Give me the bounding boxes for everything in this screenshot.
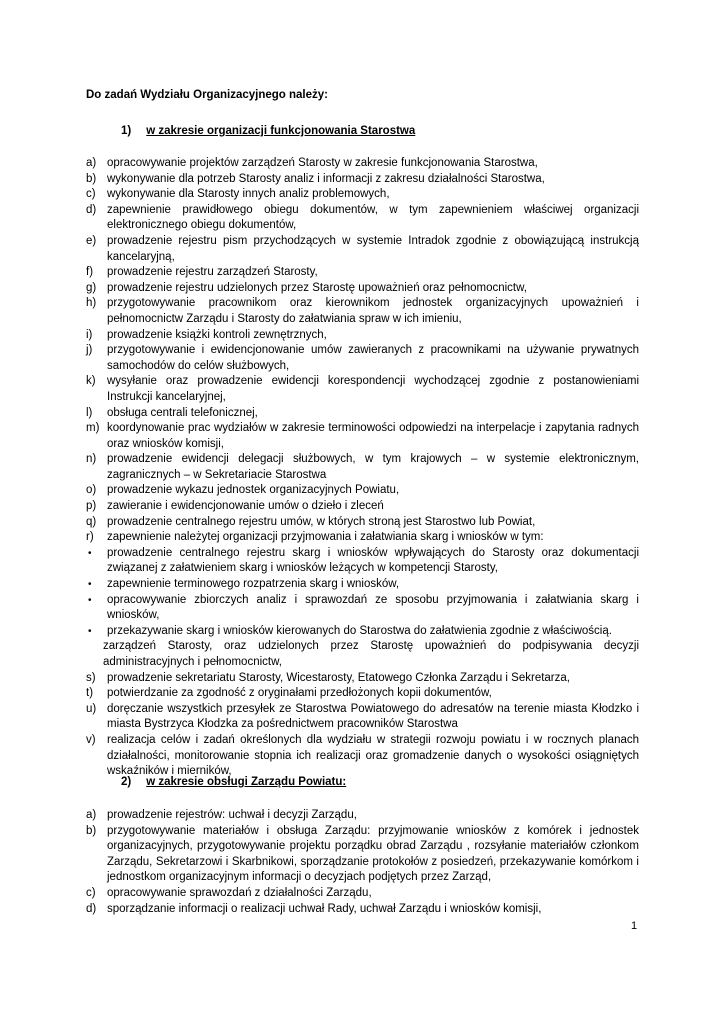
list-item: [86, 733, 639, 780]
document-heading: Do zadań Wydziału Organizacyjnego należy:: [86, 89, 328, 101]
item-text: zapewnienie należytej organizacji przyjmowania i załatwiania skarg i wniosków w tym:: [107, 531, 544, 544]
item-marker: b): [86, 824, 97, 837]
item-marker: v): [86, 733, 96, 746]
item-text: prowadzenie książki kontroli zewnętrznych,: [107, 328, 327, 341]
item-text: opracowywanie zbiorczych analiz i sprawozdań ze sposobu przyjmowania i załatwiania skarg i wniosków,: [107, 593, 639, 622]
item-marker: d): [86, 203, 97, 216]
list-item: [86, 593, 639, 624]
item-text: doręczanie wszystkich przesyłek ze Starostwa Powiatowego do adresatów na terenie miasta Kłodzko i miasta Bystrzyca Kłodzka za pośrednictwem pracowników Starostwa: [107, 702, 639, 731]
list-item: [86, 421, 639, 452]
section-1-title-text: w zakresie organizacji funkcjonowania Starostwa: [146, 125, 416, 137]
item-text: przekazywanie skarg i wniosków kierowanych do Starostwa do załatwienia zgodnie z właściwością.: [107, 624, 612, 637]
item-text: prowadzenie ewidencji delegacji służbowych, w tym krajowych – w systemie elektronicznym, zagranicznych – w Sekretariacie Starostwa: [107, 453, 639, 481]
item-text: opracowywanie projektów zarządzeń Starosty w zakresie funkcjonowania Starostwa,: [107, 157, 538, 169]
item-marker: e): [86, 234, 97, 247]
item-text: prowadzenie centralnego rejestru skarg i wniosków wpływających do Starosty oraz dokumentacji związanej z załatwieniem skarg i wniosków leżących w kompetencji Starosty,: [107, 546, 639, 575]
list-item: [86, 824, 639, 886]
item-marker: r): [86, 531, 94, 544]
item-text: prowadzenie rejestru udzielonych przez Starostę upoważnień oraz pełnomocnictw,: [107, 281, 527, 294]
item-text: zawieranie i ewidencjonowanie umów o dzieło i zleceń: [107, 500, 384, 513]
bullet-marker: •: [88, 579, 92, 591]
item-marker: d): [86, 902, 97, 915]
item-marker: l): [86, 406, 93, 419]
list-item: [86, 671, 639, 687]
item-text: opracowywanie sprawozdań z działalności Zarządu,: [107, 886, 372, 899]
item-marker: i): [86, 328, 93, 341]
item-marker: g): [86, 281, 97, 294]
item-text: przygotowywanie i ewidencjonowanie umów zawieranych z pracownikami na używanie prywatnych samochodów do celów służbowych,: [107, 344, 639, 372]
list-item: [86, 452, 639, 483]
list-item: [86, 902, 639, 918]
item-marker: p): [86, 500, 97, 513]
list-item: [86, 156, 639, 172]
list-item: [86, 281, 639, 297]
item-text: prowadzenie sekretariatu Starosty, Wicestarosty, Etatowego Członka Zarządu i Sekretarza,: [107, 671, 570, 684]
item-text: realizacja celów i zadań określonych dla wydziału w strategii rozwoju powiatu i w rocznych planach działalności, monitorowanie stopnia ich realizacji oraz gromadzenie danych o wysokości osiągniętych wskaźników i mierników,: [107, 733, 639, 778]
item-marker: u): [86, 702, 97, 715]
section-2-title: [121, 775, 346, 789]
item-text: prowadzenie centralnego rejestru umów, w których stroną jest Starostwo lub Powiat,: [107, 515, 536, 528]
item-marker: k): [86, 375, 96, 388]
list-item: [86, 265, 639, 281]
item-text: zapewnienie prawidłowego obiegu dokumentów, w tym zapewnieniem właściwej organizacji elektronicznego obiegu dokumentów,: [107, 203, 639, 232]
list-item: [86, 483, 639, 499]
item-marker: s): [86, 671, 96, 684]
section-1-list: [86, 156, 639, 780]
item-text: sporządzanie informacji o realizacji uchwał Rady, uchwał Zarządu i wniosków komisji,: [107, 902, 542, 915]
item-text: wysyłanie oraz prowadzenie ewidencji korespondencji wychodzącej zgodnie z postanowieniami Instrukcji kancelaryjnej,: [107, 375, 639, 403]
list-item: [86, 624, 639, 640]
list-item: [86, 530, 639, 546]
item-text: wykonywanie dla potrzeb Starosty analiz i informacji z zakresu działalności Starostwa,: [107, 172, 545, 185]
list-item: [86, 203, 639, 234]
item-marker: a): [86, 157, 97, 169]
list-item: [86, 187, 639, 203]
item-text: prowadzenie rejestru zarządzeń Starosty,: [107, 266, 318, 279]
item-marker: h): [86, 297, 97, 310]
item-marker: q): [86, 515, 97, 528]
section-2-number: 2): [121, 776, 132, 788]
list-item: [86, 343, 639, 374]
item-marker: m): [86, 422, 100, 435]
section-1-title: [121, 124, 415, 138]
section-2-title-text: w zakresie obsługi Zarządu Powiatu:: [146, 776, 347, 788]
item-text: prowadzenie rejestru pism przychodzących w systemie Intradok zgodnie z obowiązującą instrukcją kancelaryjną,: [107, 234, 639, 263]
item-text: zapewnienie terminowego rozpatrzenia skarg i wniosków,: [107, 578, 400, 591]
bullet-marker: •: [88, 547, 92, 559]
item-text: prowadzenie wykazu jednostek organizacyjnych Powiatu,: [107, 484, 400, 497]
list-item: [86, 234, 639, 265]
list-item: [86, 499, 639, 515]
item-marker: c): [86, 886, 96, 899]
bullet-marker: •: [88, 625, 92, 637]
item-marker: f): [86, 266, 94, 279]
item-marker: j): [86, 344, 93, 357]
section-1-number: 1): [121, 125, 132, 137]
item-marker: b): [86, 172, 97, 185]
item-text: potwierdzanie za zgodność z oryginałami przedłożonych kopii dokumentów,: [107, 687, 492, 700]
list-item: [86, 702, 639, 733]
item-text: zarządzeń Starosty, oraz udzielonych przez Starostę upoważnień do podpisywania decyzji administracyjnych i pełnomocnictw,: [103, 640, 639, 668]
item-marker: c): [86, 188, 96, 201]
list-item: [86, 515, 639, 531]
list-item: [86, 328, 639, 344]
list-item: [86, 577, 639, 593]
item-marker: n): [86, 453, 97, 466]
list-item: [86, 374, 639, 405]
section-2-list: [86, 808, 639, 917]
list-item: [86, 886, 639, 902]
item-marker: o): [86, 484, 97, 497]
bullet-marker: •: [88, 594, 92, 606]
page-number: 1: [631, 920, 638, 932]
list-item: [86, 172, 639, 188]
item-text: koordynowanie prac wydziałów w zakresie terminowości odpowiedzi na interpelacje i zapytania radnych oraz wniosków komisji,: [107, 422, 639, 450]
list-item: [86, 686, 639, 702]
list-item: [86, 296, 639, 327]
item-text: wykonywanie dla Starosty innych analiz problemowych,: [107, 188, 390, 201]
item-marker: t): [86, 687, 94, 700]
list-item: [86, 546, 639, 577]
list-item: [86, 808, 639, 824]
item-text: obsługa centrali telefonicznej,: [107, 406, 258, 419]
list-item: [86, 639, 639, 670]
item-text: przygotowywanie materiałów i obsługa Zarządu: przyjmowanie wniosków z komórek i jednostek organizacyjnych, przygotowywanie projektu porządku obrad Zarządu , rozsyłanie materiałów członkom Zarządu, Sekretarzowi i Skarbnikowi, sporządzanie protokołów z posiedzeń, przekazywanie komórkom i jednostkom organizacyjnym informacji o decyzjach podjętych przez Zarząd,: [107, 824, 639, 884]
item-text: przygotowywanie pracownikom oraz kierownikom jednostek organizacyjnych upoważnień i pełnomocnictw Zarządu i Starosty do załatwiania spraw w ich imieniu,: [107, 297, 639, 325]
item-marker: a): [86, 809, 97, 821]
item-text: prowadzenie rejestrów: uchwał i decyzji Zarządu,: [107, 809, 357, 821]
list-item: [86, 406, 639, 422]
